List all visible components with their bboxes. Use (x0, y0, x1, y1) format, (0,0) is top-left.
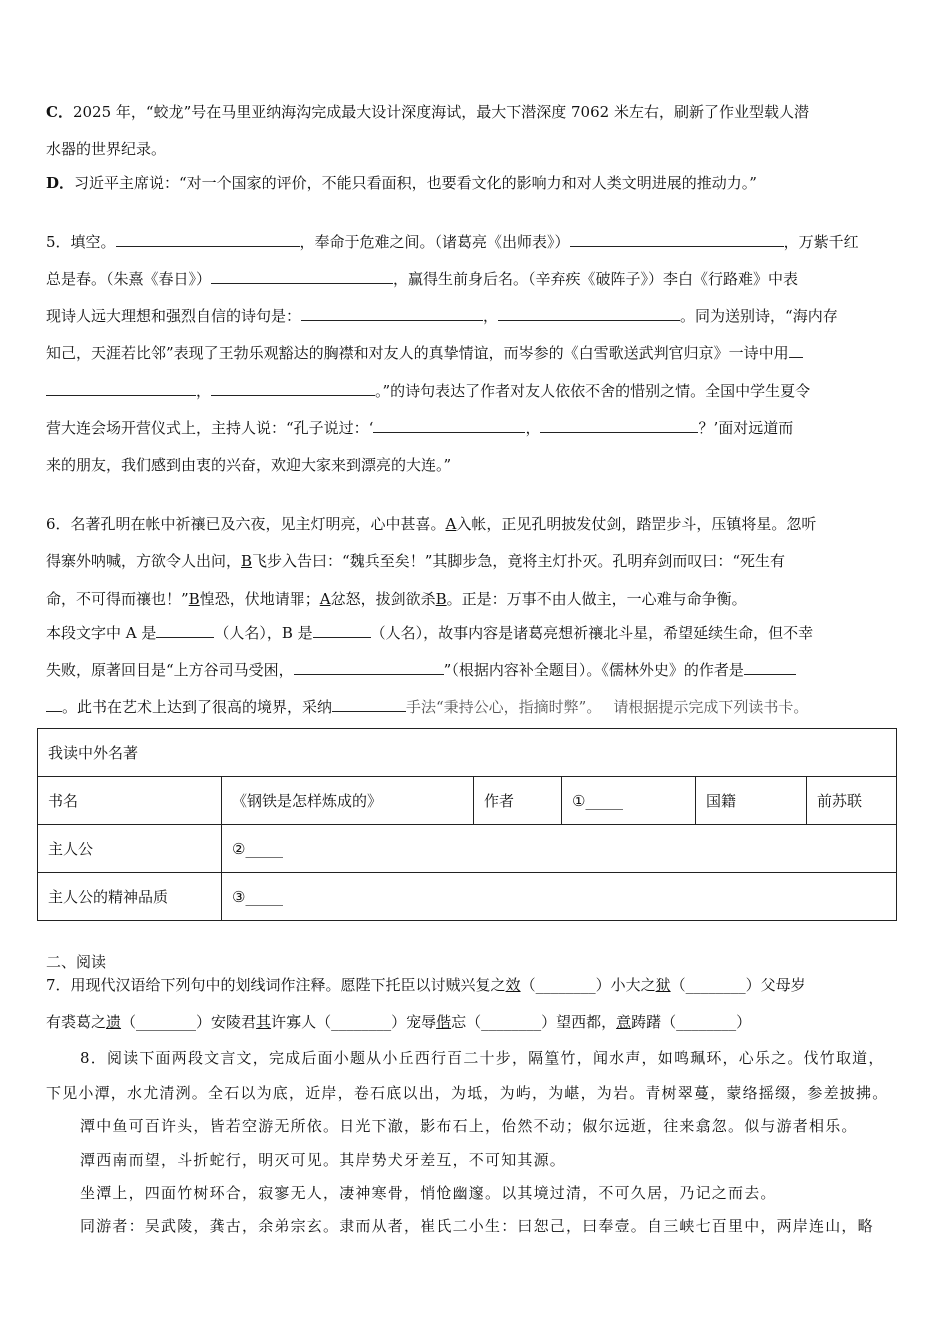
table-row (38, 777, 897, 825)
author-label: 作者 (474, 777, 562, 825)
q5-text: 现诗人远大理想和强烈自信的诗句是： (46, 307, 302, 325)
q6-text: 飞步入告曰：“魏兵至矣！”其脚步急，竟将主灯扑灭。孔明弃剑而叹曰：“死生有 (252, 552, 786, 570)
table-row (38, 729, 897, 777)
blank[interactable] (211, 269, 393, 284)
blank[interactable] (789, 343, 803, 358)
q5-line1 (46, 232, 859, 252)
q7-line1 (46, 975, 806, 995)
option-c-label: C． (46, 103, 73, 121)
q8-line4: 潭西南而望，斗折蛇行，明灭可见。其岸势犬牙差互，不可知其源。 (80, 1151, 567, 1169)
blank[interactable] (498, 306, 680, 321)
q4-option-d (46, 173, 757, 193)
q5-text: ， (525, 419, 541, 437)
hero-value[interactable]: ②_____ (222, 825, 897, 873)
underlined-letter-b: B (188, 590, 200, 608)
blank[interactable] (373, 418, 525, 433)
q6-text: 手法“秉持公心，指摘时弊”。 (406, 698, 602, 716)
q6-text: 本段文字中 A 是 (46, 624, 157, 642)
option-d-text: 习近平主席说：“对一个国家的评价，不能只看面积，也要看文化的影响力和对人类文明进展的推动力。” (74, 174, 757, 192)
spirit-value[interactable]: ③_____ (222, 873, 897, 921)
blank[interactable] (46, 697, 62, 712)
reading-card-table (37, 728, 897, 921)
q6-text: 。正是：万事不由人做主，一心难与命争衡。 (446, 590, 747, 608)
blank[interactable] (332, 697, 406, 712)
underlined-word: 其 (256, 1013, 272, 1031)
blank[interactable] (116, 232, 300, 247)
q5-text: 总是春。（朱熹《春日》） (46, 270, 212, 288)
q7-text: 许寡人（________）宠辱 (271, 1013, 437, 1031)
underlined-word: 遗 (106, 1013, 122, 1031)
underlined-word: 狱 (655, 976, 671, 994)
blank[interactable] (744, 660, 796, 675)
blank[interactable] (46, 381, 196, 396)
q8-line2: 下见小潭，水尤清洌。全石以为底，近岸，卷石底以出，为坻，为屿，为嵁，为岩。青树翠蔓，蒙络摇缀，参差披拂。 (46, 1084, 889, 1102)
q6-text: 命，不可得而禳也！” (46, 590, 189, 608)
blank[interactable] (156, 623, 214, 638)
q5-text: ， (483, 307, 499, 325)
q5-line5 (46, 381, 810, 401)
q6-text: ”（根据内容补全题目）。《儒林外史》的作者是 (443, 661, 744, 679)
q5-text: ，万紫千红 (783, 233, 859, 251)
q7-line2 (46, 1012, 751, 1032)
q5-line7: 来的朋友，我们感到由衷的兴奋，欢迎大家来到漂亮的大连。” (46, 456, 452, 474)
underlined-letter-b: B (241, 552, 253, 570)
q7-text: （________）小大之 (520, 976, 656, 994)
blank[interactable] (570, 232, 784, 247)
underlined-letter-b: B (435, 590, 447, 608)
book-label: 书名 (38, 777, 222, 825)
blank[interactable] (540, 418, 698, 433)
blank[interactable] (313, 623, 371, 638)
q7-text: 忘（________）望西都， (451, 1013, 617, 1031)
q6-text: 6．名著孔明在帐中祈禳已及六夜，见主灯明亮，心中甚喜。 (46, 515, 446, 533)
underlined-word: 意 (616, 1013, 632, 1031)
hero-label: 主人公 (38, 825, 222, 873)
q5-text: 。同为送别诗，“海内存 (680, 307, 838, 325)
q6-line5 (46, 660, 796, 680)
q6-text: 入帐，正见孔明披发仗剑，踏罡步斗，压镇将星。忽听 (456, 515, 817, 533)
q5-text: 营大连会场开营仪式上，主持人说：“孔子说过：‘ (46, 419, 374, 437)
q4-option-c-line1 (46, 102, 809, 122)
q6-text: （人名），B 是 (214, 624, 313, 642)
q5-text: ， (196, 382, 212, 400)
q5-text: ，奉命于危难之间。（诸葛亮《出师表》） (299, 233, 570, 251)
q8-line1: 8．阅读下面两段文言文，完成后面小题从小丘西行百二十步，隔篁竹，闻水声，如鸣珮环，心乐之。伐竹取道， (80, 1049, 885, 1067)
author-value[interactable]: ①_____ (562, 777, 696, 825)
q5-line4 (46, 343, 803, 363)
q5-line6 (46, 418, 793, 438)
q6-text: 忿怒，拔剑欲杀 (330, 590, 436, 608)
q7-text: （________）父母岁 (670, 976, 806, 994)
nation-value: 前苏联 (807, 777, 897, 825)
q6-line4 (46, 623, 813, 643)
underlined-word: 效 (505, 976, 521, 994)
table-row (38, 825, 897, 873)
q8-line3: 潭中鱼可百许头，皆若空游无所依。日光下澈，影布石上，佁然不动；俶尔远逝，往来翕忽。似与游者相乐。 (80, 1117, 858, 1135)
blank[interactable] (301, 306, 483, 321)
blank[interactable] (211, 381, 375, 396)
q5-text: 5．填空。 (46, 233, 116, 251)
q7-text: 7．用现代汉语给下列句中的划线词作注释。愿陛下托臣以讨贼兴复之 (46, 976, 506, 994)
underlined-letter-a: A (319, 590, 331, 608)
q5-line3 (46, 306, 838, 326)
q5-text: ，赢得生前身后名。（辛弃疾《破阵子》）李白《行路难》中表 (393, 270, 799, 288)
q6-line1 (46, 514, 816, 534)
underlined-letter-a: A (445, 515, 457, 533)
q7-text: 踌躇（________） (631, 1013, 752, 1031)
table-header: 我读中外名著 (38, 729, 897, 777)
q7-text: （________）安陵君 (121, 1013, 257, 1031)
q6-line6 (46, 697, 808, 717)
q6-text: 得寨外呐喊，方欲令人出问， (46, 552, 242, 570)
q8-line5: 坐潭上，四面竹树环合，寂寥无人，凄神寒骨，悄怆幽邃。以其境过清，不可久居，乃记之而去。 (80, 1184, 777, 1202)
q6-text: （人名），故事内容是诸葛亮想祈禳北斗星，希望延续生命，但不幸 (370, 624, 814, 642)
q6-text: 失败，原著回目是“上方谷司马受困， (46, 661, 294, 679)
q6-text: 。此书在艺术上达到了很高的境界，采纳 (62, 698, 333, 716)
blank[interactable] (294, 660, 444, 675)
q6-text: 请根据提示完成下列读书卡。 (613, 698, 809, 716)
book-value: 《钢铁是怎样炼成的》 (222, 777, 474, 825)
q6-line2 (46, 551, 785, 571)
underlined-word: 偕 (436, 1013, 452, 1031)
option-d-label: D． (46, 174, 75, 192)
q4-option-c-line2: 水器的世界纪录。 (46, 140, 167, 158)
q8-line6: 同游者：吴武陵，龚古，余弟宗玄。隶而从者，崔氏二小生：曰恕己，曰奉壹。自三峡七百里中，两岸连山，略 (80, 1217, 874, 1235)
q5-text: 。”的诗句表达了作者对友人依依不舍的惜别之情。全国中学生夏令 (375, 382, 811, 400)
q5-text: ？’面对远道而 (698, 419, 794, 437)
q5-line2 (46, 269, 798, 289)
q6-line3 (46, 589, 747, 609)
q5-text: 知己，天涯若比邻”表现了王勃乐观豁达的胸襟和对友人的真挚情谊，而岑参的《白雪歌送武判官归京》一诗中用 (46, 344, 789, 362)
table-row (38, 873, 897, 921)
spirit-label: 主人公的精神品质 (38, 873, 222, 921)
q7-text: 有裘葛之 (46, 1013, 107, 1031)
nation-label: 国籍 (696, 777, 807, 825)
option-c-text: 2025 年，“蛟龙”号在马里亚纳海沟完成最大设计深度海试，最大下潜深度 7062 米左右，刷新了作业型载人潜 (72, 103, 809, 121)
section-title: 二、阅读 (46, 953, 107, 971)
q6-text: 惶恐，伏地请罪； (199, 590, 320, 608)
